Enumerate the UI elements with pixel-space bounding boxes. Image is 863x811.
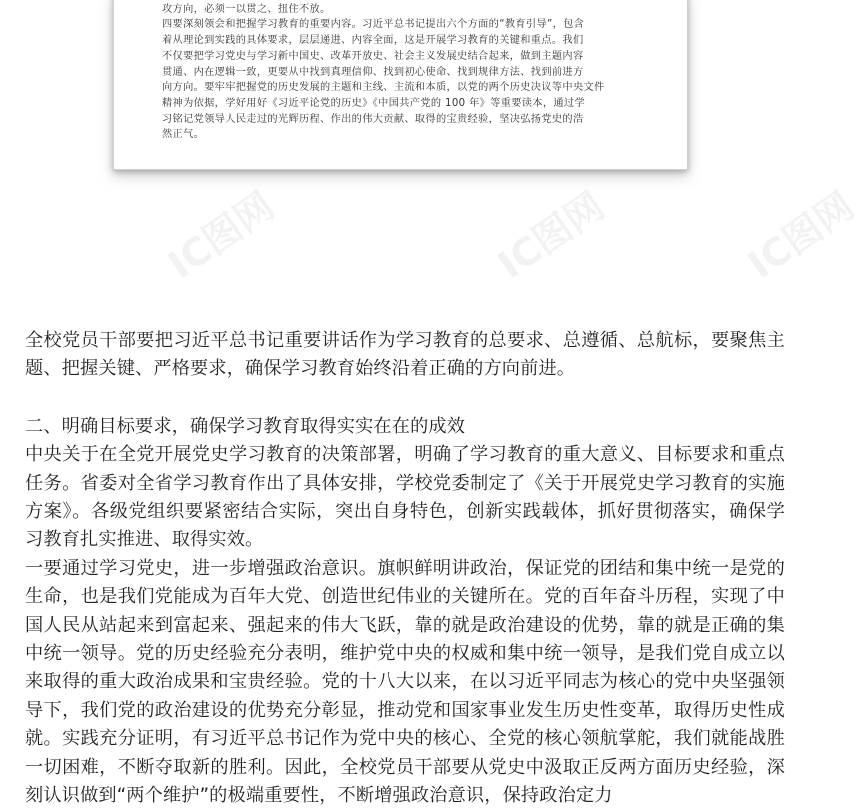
paragraph: 中央关于在全党开展党史学习教育的决策部署，明确了学习教育的重大意义、目标要求和重点任务。省委对全省学习教育作出了具体安排，学校党委制定了《关于开展党史学习教育的实施方案》。各级党组织要紧密结合实际，突出自身特色，创新实践载体，抓好贯彻落实，确保学习教育扎实推进、取得实效。 xyxy=(25,444,785,551)
doc-line: 四要深刻领会和把握学习教育的重要内容。习近平总书记提出六个方面的“教育引导”，包含 xyxy=(162,19,585,31)
paragraph-gap xyxy=(25,384,785,413)
doc-line: 向方向。要牢牢把握党的历史发展的主题和主线、主流和本质，以党的两个历史决议等中央文件 xyxy=(162,82,605,94)
doc-line: 习铭记党领导人民走过的光辉历程、作出的伟大贡献、取得的宝贵经验，坚决弘扬党史的浩 xyxy=(162,113,584,125)
article-body xyxy=(25,327,785,811)
watermark: IC图网 xyxy=(490,183,612,288)
paragraph: 一要通过学习党史，进一步增强政治意识。旗帜鲜明讲政治，保证党的团结和集中统一是党的生命，也是我们党能成为百年大党、创造世纪伟业的关键所在。党的百年奋斗历程，实现了中国人民从站起来到富起来、强起来的伟大飞跃，靠的就是政治建设的优势，靠的就是正确的集中统一领导。党的历史经验充分表明，维护党中央的权威和集中统一领导，是我们党自成立以来取得的重大政治成果和宝贵经验。党的十八大以来，在以习近平同志为核心的党中央坚强领导下，我们党的政治建设的优势充分彰显，推动党和国家事业发生历史性变革，取得历史性成就。实践充分证明，有习近平总书记作为党中央的核心、全党的核心领航掌舵，我们就能战胜一切困难，不断夺取新的胜利。因此，全校党员干部要从党史中汲取正反两方面历史经验，深刻认识做到“两个维护”的极端重要性，不断增强政治意识，保持政治定力 xyxy=(25,557,785,807)
watermark: IC图网 xyxy=(160,183,282,288)
section-heading: 二、明确目标要求，确保学习教育取得实实在在的成效 xyxy=(25,415,466,437)
doc-line: 然正气。 xyxy=(162,129,205,141)
doc-line: 不仅要把学习党史与学习新中国史、改革开放史、社会主义发展史结合起来，做到主题内容 xyxy=(162,50,584,62)
doc-line: 攻方向，必须一以贯之、扭住不放。 xyxy=(162,3,331,15)
watermark: IC图网 xyxy=(740,183,862,288)
doc-line: 贯通、内在逻辑一致，更要从中找到真理信仰、找到初心使命、找到规律方法、找到前进方 xyxy=(162,66,584,78)
doc-line: 着从理论到实践的具体要求，层层递进、内容全面，这是开展学习教育的关键和重点。我们 xyxy=(162,35,584,47)
paragraph: 全校党员干部要把习近平总书记重要讲话作为学习教育的总要求、总遵循、总航标，要聚焦主题、把握关键、严格要求，确保学习教育始终沿着正确的方向前进。 xyxy=(25,330,785,380)
embedded-document-image xyxy=(113,0,688,170)
doc-line: 精神为依据，学好用好《习近平论党的历史》《中国共产党的 100 年》等重要读本，通过学 xyxy=(162,97,585,109)
